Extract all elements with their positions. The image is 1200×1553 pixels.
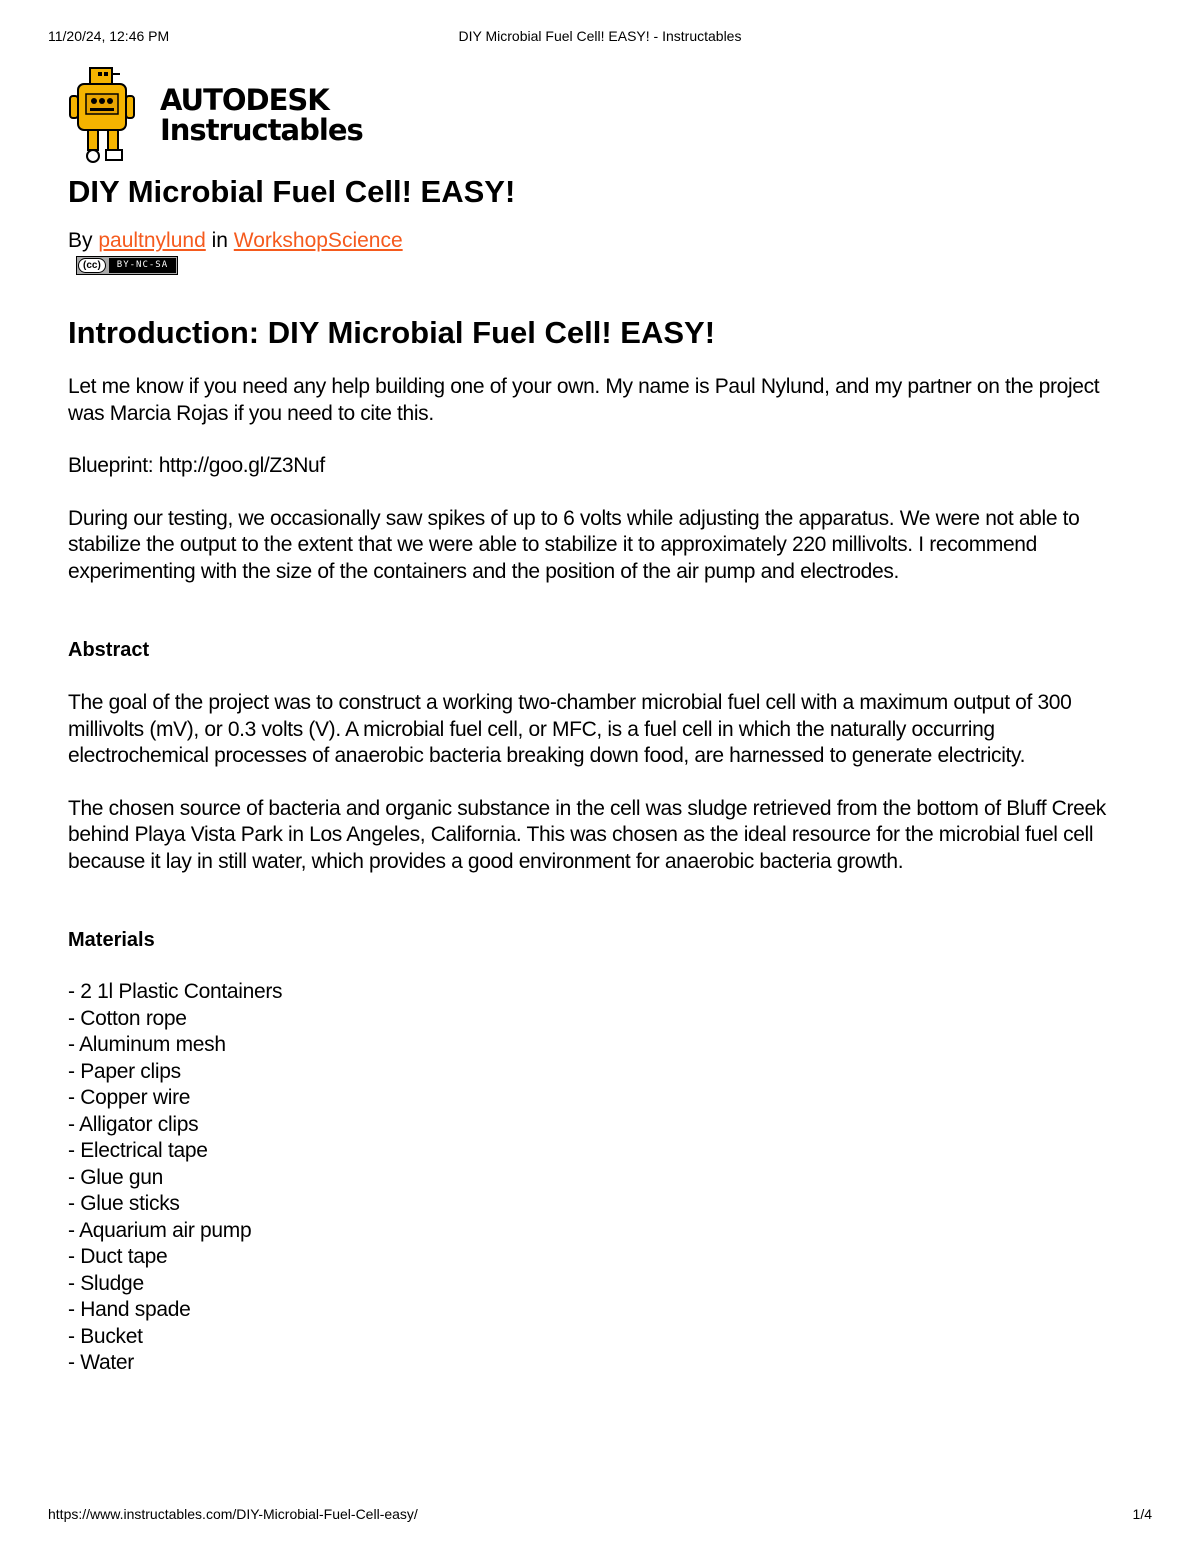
page-number: 1/4 — [1132, 1506, 1152, 1522]
instructables-logo[interactable] — [68, 66, 388, 166]
byline — [68, 228, 1132, 254]
logo-instructables-text: Instructables — [160, 113, 363, 147]
list-item: - Aquarium air pump — [68, 1218, 252, 1242]
intro-paragraph-3: During our testing, we occasionally saw spikes of up to 6 volts while adjusting the apparatus. We were not able to stabilize the output to the extent that we were able to stabilize it to approximately 220 millivolts. I recommend experimenting with the size of the containers and the position of the air pump and electrodes. — [68, 506, 1080, 583]
materials-heading: Materials — [68, 929, 155, 951]
byline-mid: in — [205, 229, 234, 252]
list-item: - Aluminum mesh — [68, 1033, 226, 1056]
list-item: - Electrical tape — [68, 1139, 208, 1162]
print-footer — [48, 1506, 1152, 1526]
license-terms: BY-NC-SA — [109, 258, 176, 273]
list-item: - Glue sticks — [68, 1192, 180, 1215]
intro-paragraph-2: Blueprint: http://goo.gl/Z3Nuf — [68, 454, 325, 477]
list-item: - Sludge — [68, 1271, 144, 1295]
list-item: - Duct tape — [68, 1245, 168, 1268]
abstract-heading: Abstract — [68, 639, 150, 661]
abstract-paragraph-2: The chosen source of bacteria and organic substance in the cell was sludge retrieved from the bottom of Bluff Creek behind Playa Vista Park in Los Angeles, California. This was chosen as the ideal resource for the microbial fuel cell because it lay in still water, which provides a good environment for anaerobic bacteria growth. — [68, 796, 1106, 873]
byline-prefix: By — [68, 229, 99, 252]
materials-list — [68, 979, 1132, 1377]
print-page-title: DIY Microbial Fuel Cell! EASY! - Instructables — [458, 28, 742, 44]
list-item: - Copper wire — [68, 1086, 191, 1109]
list-item: - 2 1l Plastic Containers — [68, 980, 283, 1003]
print-url: https://www.instructables.com/DIY-Microbial-Fuel-Cell-easy/ — [48, 1506, 418, 1522]
list-item: - Alligator clips — [68, 1112, 199, 1136]
print-date: 11/20/24, 12:46 PM — [48, 28, 170, 44]
intro-heading: Introduction: DIY Microbial Fuel Cell! EASY! — [68, 315, 716, 350]
list-item: - Paper clips — [68, 1059, 181, 1083]
list-item: - Glue gun — [68, 1165, 164, 1189]
license-badge[interactable] — [76, 256, 178, 275]
list-item: - Water — [68, 1351, 134, 1374]
print-header — [48, 28, 1152, 48]
logo-autodesk-text: AUTODESK — [160, 83, 329, 117]
abstract-paragraph-1: The goal of the project was to construct a working two-chamber microbial fuel cell with a maximum output of 300 millivolts (mV), or 0.3 volts (V). A microbial fuel cell, or MFC, is a fuel cell in which the naturally occurring electrochemical processes of anaerobic bacteria breaking down food, are harnessed to generate electricity. — [68, 691, 1072, 767]
page-title: DIY Microbial Fuel Cell! EASY! — [68, 174, 516, 209]
article-content — [68, 66, 1132, 1377]
author-link[interactable]: paultnylund — [98, 229, 206, 252]
list-item: - Bucket — [68, 1324, 143, 1348]
list-item: - Hand spade — [68, 1298, 191, 1321]
list-item: - Cotton rope — [68, 1006, 187, 1030]
category-link[interactable]: WorkshopScience — [233, 229, 403, 252]
cc-icon: (cc) — [78, 258, 106, 273]
robot-mascot-icon — [68, 66, 140, 166]
intro-paragraph-1: Let me know if you need any help building one of your own. My name is Paul Nylund, and my partner on the project was Marcia Rojas if you need to cite this. — [68, 375, 1100, 425]
